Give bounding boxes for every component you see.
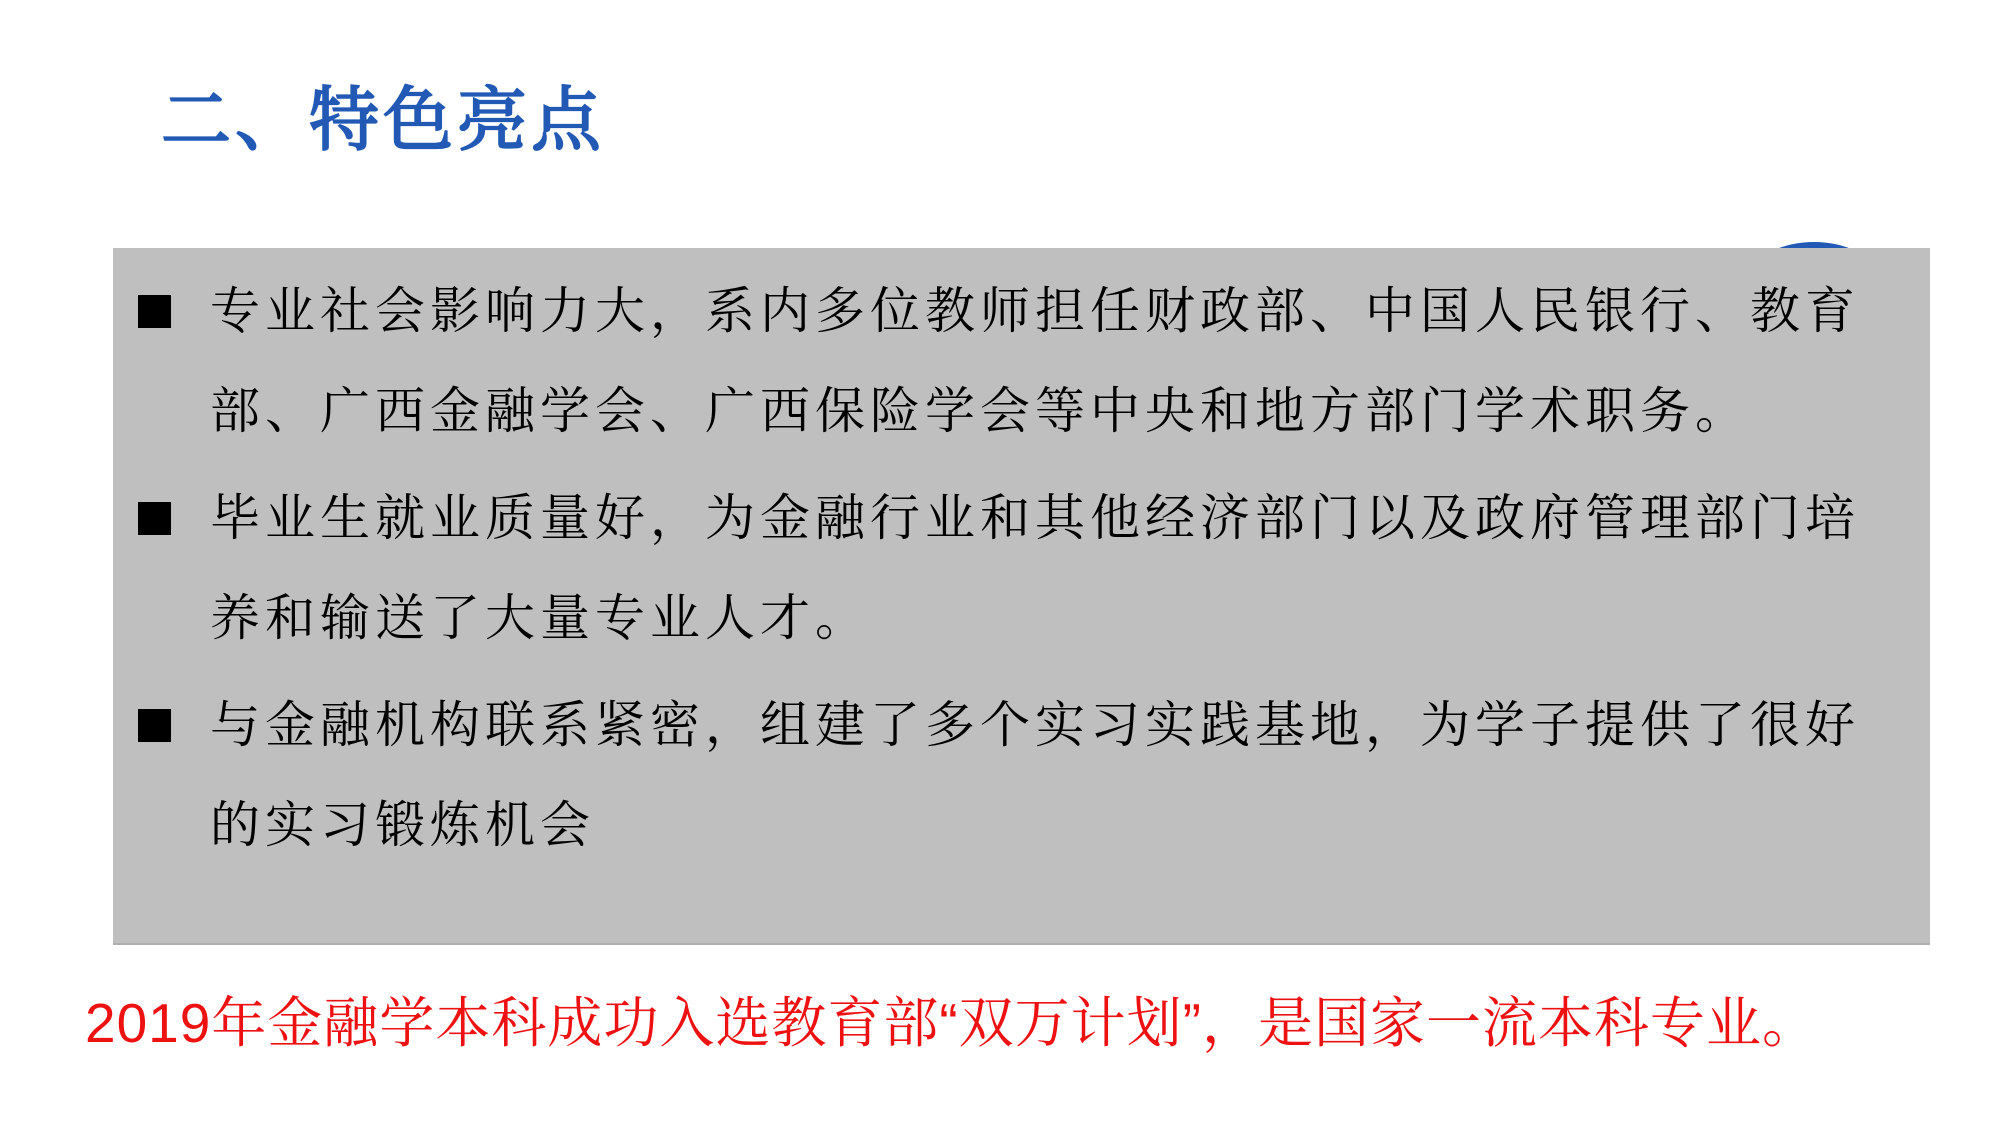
bullet-square-icon <box>138 502 171 535</box>
list-item <box>138 468 1908 668</box>
list-item <box>138 261 1908 461</box>
bullet-text: 与金融机构联系紧密，组建了多个实习实践基地，为学子提供了很好的实习锻炼机会 <box>210 697 1860 853</box>
footnote-highlight: 2019年金融学本科成功入选教育部“双万计划”，是国家一流本科专业。 <box>85 992 1818 1054</box>
bullet-square-icon <box>138 295 171 328</box>
bullet-square-icon <box>138 709 171 742</box>
bullet-text: 专业社会影响力大，系内多位教师担任财政部、中国人民银行、教育部、广西金融学会、广西保险学会等中央和地方部门学术职务。 <box>210 283 1860 439</box>
page-title: 二、特色亮点 <box>161 81 605 159</box>
bullet-list <box>138 261 1908 882</box>
list-item <box>138 675 1908 875</box>
content-panel <box>113 248 1930 945</box>
bullet-text: 毕业生就业质量好，为金融行业和其他经济部门以及政府管理部门培养和输送了大量专业人才。 <box>210 490 1860 646</box>
